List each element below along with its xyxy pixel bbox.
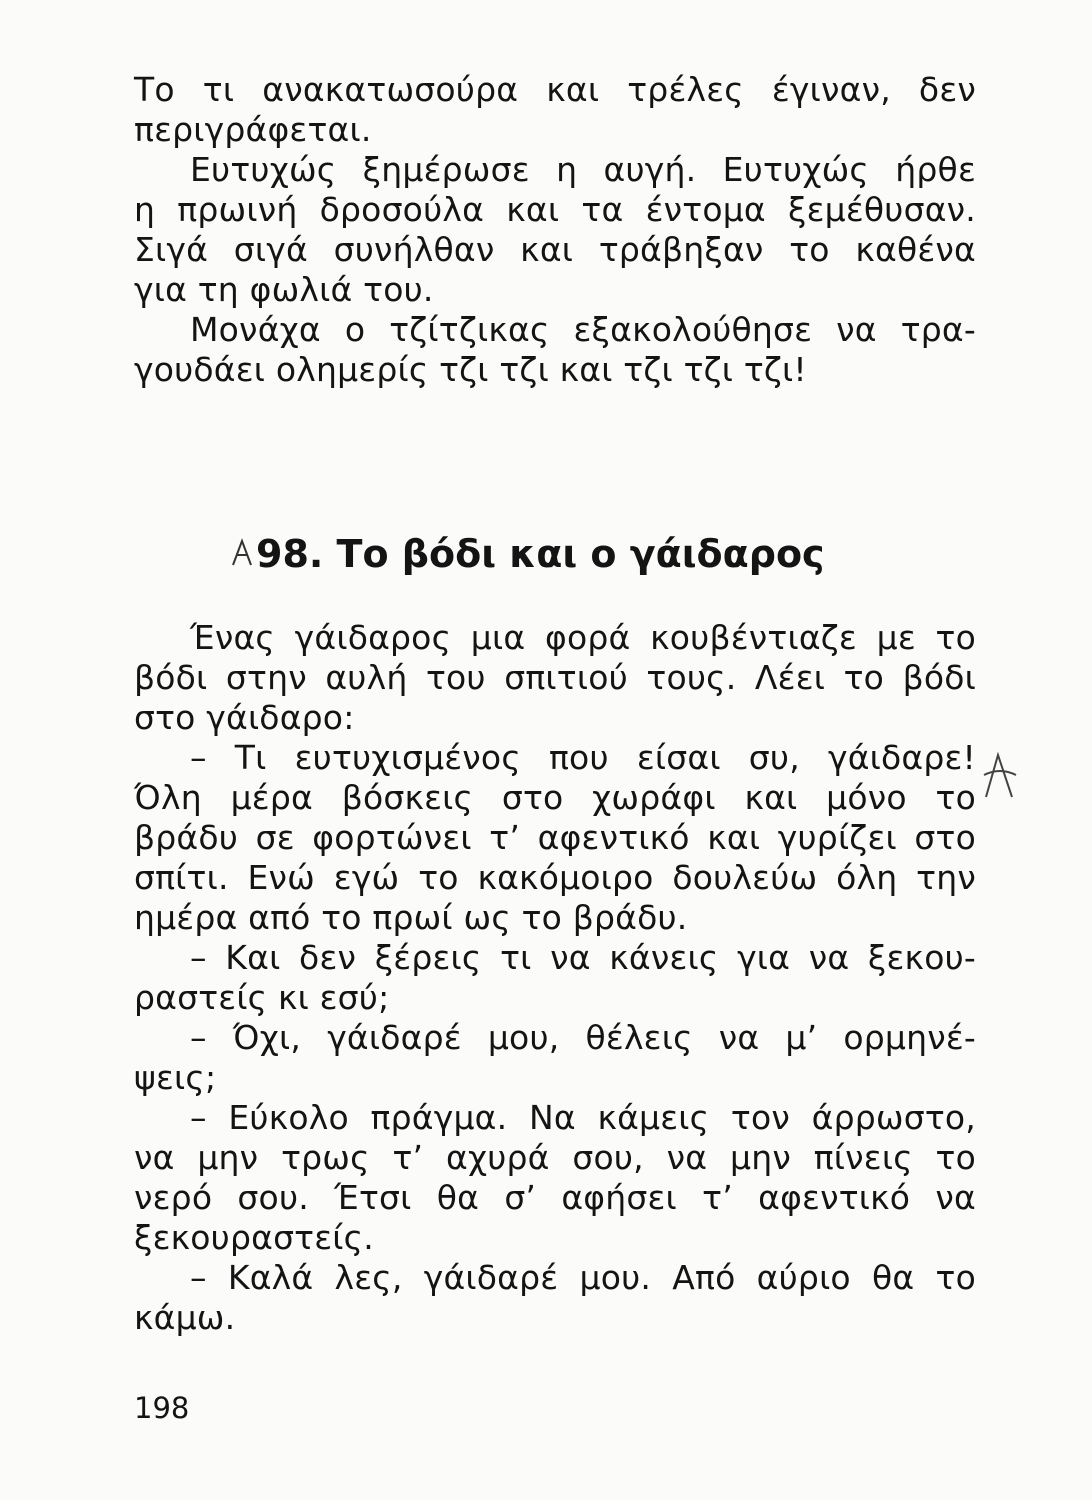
story-title-text: 98. Το βόδι και ο γάιδαρος xyxy=(256,532,825,576)
text-line: Μονάχα ο τζίτζικας εξακολούθησε να τρα- xyxy=(190,310,976,349)
text-line: περιγράφεται. xyxy=(134,110,372,149)
text-line: γουδάει ολημερίς τζι τζι και τζι τζι τζι! xyxy=(134,350,807,389)
text-line: ραστείς κι εσύ; xyxy=(134,978,390,1017)
text-line: Το τι ανακατωσούρα και τρέλες έγιναν, δεν xyxy=(134,70,976,109)
text-line: να μην τρως τ’ αχυρά σου, να μην πίνεις το xyxy=(134,1138,976,1177)
text-line: – Και δεν ξέρεις τι να κάνεις για να ξεκου- xyxy=(190,938,976,977)
text-line: νερό σου. Έτσι θα σ’ αφήσει τ’ αφεντικό να xyxy=(134,1178,976,1217)
text-line: βράδυ σε φορτώνει τ’ αφεντικό και γυρίζει στο xyxy=(134,818,976,857)
text-line: Ένας γάιδαρος μια φορά κουβέντιαζε με το xyxy=(190,618,976,657)
pencil-mark-icon xyxy=(230,534,254,582)
text-line: – Εύκολο πράγμα. Να κάμεις τον άρρωστο, xyxy=(190,1098,976,1137)
text-line: βόδι στην αυλή του σπιτιού τους. Λέει το βόδι xyxy=(134,658,976,697)
handwritten-mark-icon xyxy=(980,745,1020,805)
page-number: 198 xyxy=(134,1391,190,1425)
text-line: σπίτι. Ενώ εγώ το κακόμοιρο δουλεύω όλη την xyxy=(134,858,976,897)
text-line: κάμω. xyxy=(134,1298,236,1337)
text-line: – Τι ευτυχισμένος που είσαι συ, γάιδαρε! xyxy=(190,738,976,777)
text-line: – Καλά λες, γάιδαρέ μου. Από αύριο θα το xyxy=(190,1258,976,1297)
text-line: η πρωινή δροσούλα και τα έντομα ξεμέθυσαν. xyxy=(134,190,976,229)
text-line: Όλη μέρα βόσκεις στο χωράφι και μόνο το xyxy=(134,778,976,817)
text-line: για τη φωλιά του. xyxy=(134,270,434,309)
text-line: ημέρα από το πρωί ως το βράδυ. xyxy=(134,898,688,937)
text-line: ψεις; xyxy=(134,1058,217,1097)
text-line: στο γάιδαρο: xyxy=(134,698,355,737)
text-line: – Όχι, γάιδαρέ μου, θέλεις να μ’ ορμηνέ- xyxy=(190,1018,976,1057)
text-line: Σιγά σιγά συνήλθαν και τράβηξαν το καθένα xyxy=(134,230,976,269)
text-line: Ευτυχώς ξημέρωσε η αυγή. Ευτυχώς ήρθε xyxy=(190,150,976,189)
story-title xyxy=(230,530,825,582)
text-line: ξεκουραστείς. xyxy=(134,1218,374,1257)
